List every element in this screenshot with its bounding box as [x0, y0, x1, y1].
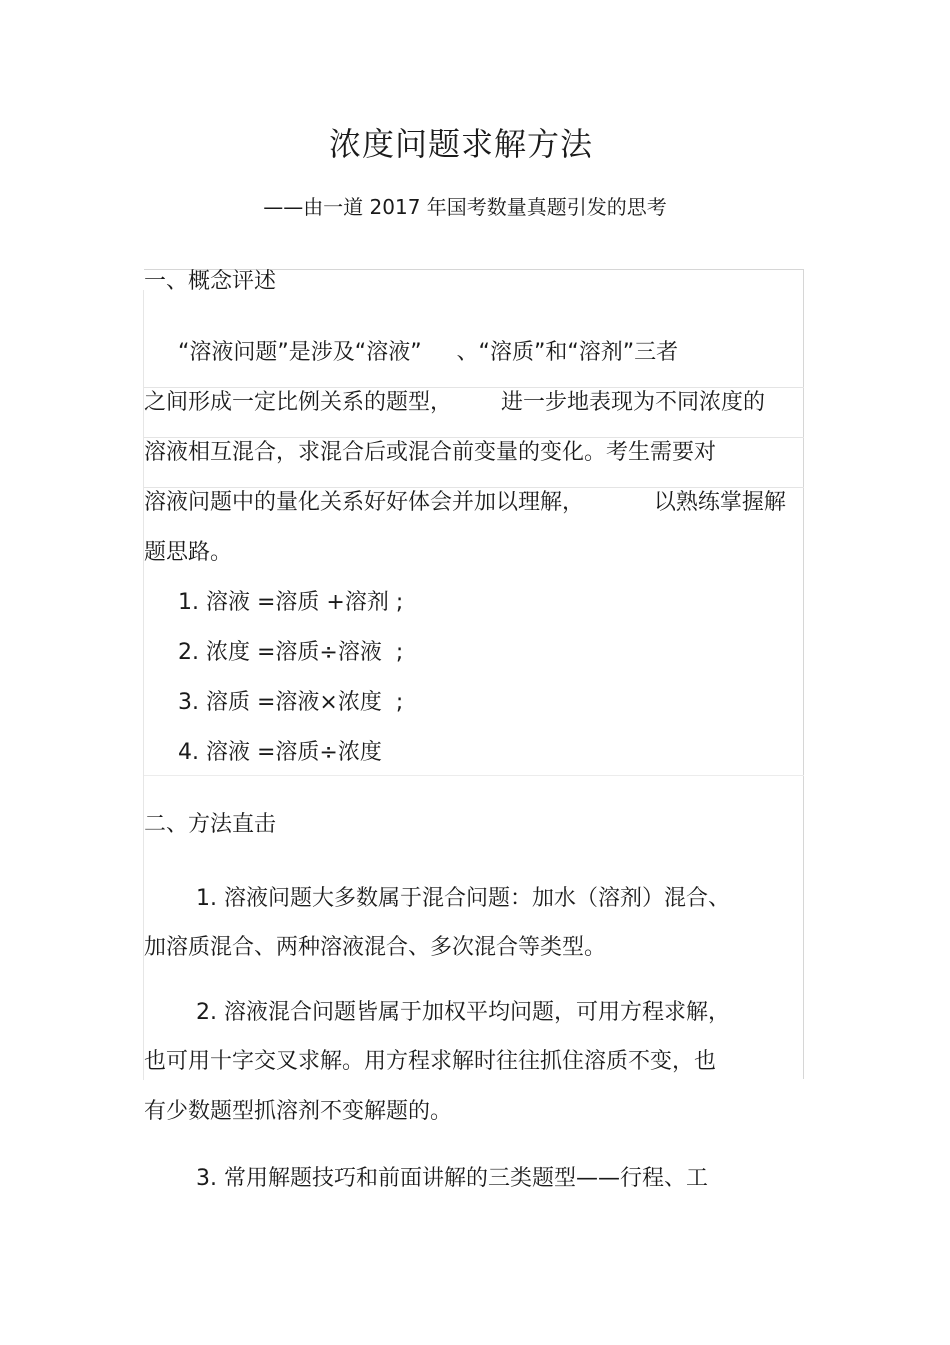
paragraph-line: 3. 常用解题技巧和前面讲解的三类题型——行程、工 — [196, 1166, 708, 1191]
paragraph-line: 溶液问题中的量化关系好好体会并加以理解， 以熟练掌握解 — [144, 490, 786, 515]
paragraph-line: “溶液问题”是涉及“溶液” 、“溶质”和“溶剂”三者 — [178, 340, 679, 365]
document-subtitle: ——由一道 2017 年国考数量真题引发的思考 — [263, 195, 667, 219]
formula-item: 4. 溶液 =溶质÷浓度 — [178, 740, 382, 765]
frame-right-line — [803, 269, 804, 1079]
paragraph-line: 溶液相互混合，求混合后或混合前变量的变化。考生需要对 — [144, 440, 717, 465]
section-heading-methods: 二、方法直击 — [144, 812, 277, 837]
paragraph-line: 加溶质混合、两种溶液混合、多次混合等类型。 — [144, 935, 607, 960]
paragraph-line: 有少数题型抓溶剂不变解题的。 — [144, 1099, 453, 1124]
paragraph-line: 2. 溶液混合问题皆属于加权平均问题，可用方程求解， — [196, 1000, 730, 1025]
frame-row-line — [144, 775, 804, 776]
paragraph-line: 1. 溶液问题大多数属于混合问题：加水（溶剂）混合、 — [196, 886, 730, 911]
formula-item: 1. 溶液 =溶质 +溶剂 ; — [178, 590, 404, 615]
paragraph-line: 题思路。 — [144, 540, 233, 565]
paragraph-line: 也可用十字交叉求解。用方程求解时往往抓住溶质不变，也 — [144, 1049, 717, 1074]
formula-item: 2. 浓度 =溶质÷溶液 ; — [178, 640, 404, 665]
paragraph-line: 之间形成一定比例关系的题型， 进一步地表现为不同浓度的 — [144, 390, 765, 415]
document-title: 浓度问题求解方法 — [328, 125, 593, 163]
formula-item: 3. 溶质 =溶液×浓度 ; — [178, 690, 404, 715]
section-heading-concepts: 一、概念评述 — [144, 269, 277, 294]
